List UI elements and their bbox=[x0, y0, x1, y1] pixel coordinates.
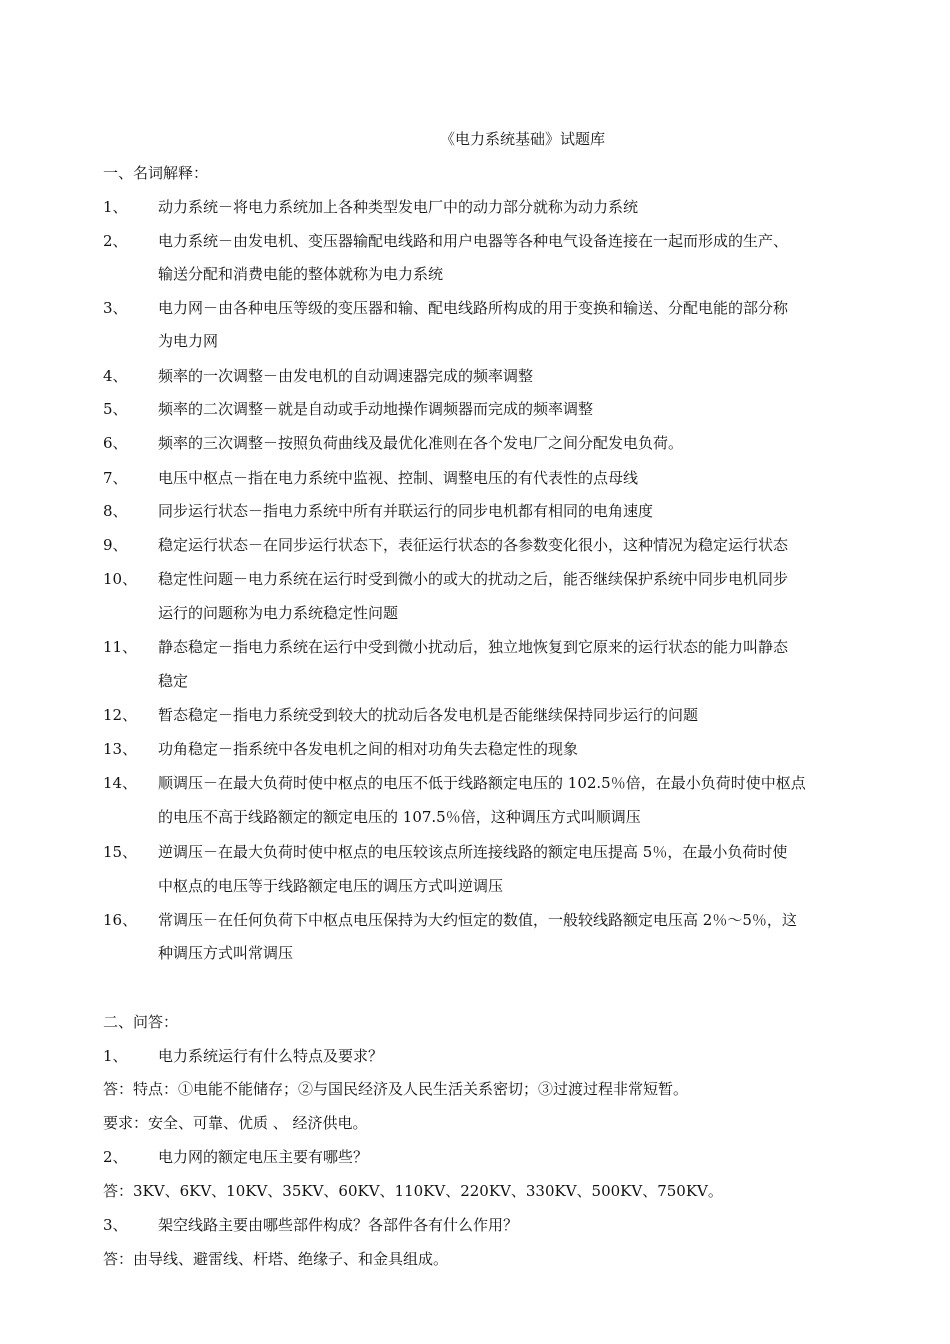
section1-heading: 一、名词解释： bbox=[103, 164, 209, 182]
question-3-text: 架空线路主要由哪些部件构成？各部件各有什么作用？ bbox=[158, 1216, 519, 1234]
answer-1-requirements: 要求：安全、可靠、优质 、 经济供电。 bbox=[103, 1114, 368, 1132]
item-text-continued: 为电力网 bbox=[158, 332, 219, 350]
item-number: 9、 bbox=[103, 536, 128, 554]
section2-heading: 二、问答： bbox=[103, 1013, 179, 1031]
item-text-continued: 运行的问题称为电力系统稳定性问题 bbox=[158, 604, 399, 622]
item-text-continued: 中枢点的电压等于线路额定电压的调压方式叫逆调压 bbox=[158, 877, 504, 895]
item-text-continued: 的电压不高于线路额定的额定电压的 107.5％倍，这种调压方式叫顺调压 bbox=[158, 808, 641, 826]
item-number: 5、 bbox=[103, 400, 128, 418]
item-text: 同步运行状态－指电力系统中所有并联运行的同步电机都有相同的电角速度 bbox=[158, 502, 654, 520]
item-number: 3、 bbox=[103, 299, 128, 317]
item-number: 4、 bbox=[103, 367, 128, 385]
item-text: 频率的一次调整－由发电机的自动调速器完成的频率调整 bbox=[158, 367, 534, 385]
question-number: 2、 bbox=[103, 1148, 128, 1166]
item-number: 10、 bbox=[103, 570, 138, 588]
item-text: 电力网－由各种电压等级的变压器和输、配电线路所构成的用于变换和输送、分配电能的部分称 bbox=[158, 299, 789, 317]
item-number: 2、 bbox=[103, 232, 128, 250]
item-text: 频率的二次调整－就是自动或手动地操作调频器而完成的频率调整 bbox=[158, 400, 594, 418]
item-number: 14、 bbox=[103, 774, 138, 792]
item-number: 15、 bbox=[103, 843, 138, 861]
item-text: 逆调压－在最大负荷时使中枢点的电压较该点所连接线路的额定电压提高 5％，在最小负荷时使 bbox=[158, 843, 788, 861]
question-1-text: 电力系统运行有什么特点及要求？ bbox=[158, 1047, 384, 1065]
item-number: 7、 bbox=[103, 469, 128, 487]
item-text-continued: 稳定 bbox=[158, 672, 189, 690]
item-text-continued: 输送分配和消费电能的整体就称为电力系统 bbox=[158, 265, 444, 283]
item-number: 8、 bbox=[103, 502, 128, 520]
answer-1-features: 答：特点：①电能不能储存；②与国民经济及人民生活关系密切；③过渡过程非常短暂。 bbox=[103, 1080, 689, 1098]
answer-2: 答：3KV、6KV、10KV、35KV、60KV、110KV、220KV、330KV、500KV、750KV。 bbox=[103, 1182, 723, 1200]
item-number: 11、 bbox=[103, 638, 138, 656]
item-number: 13、 bbox=[103, 740, 138, 758]
item-text: 动力系统－将电力系统加上各种类型发电厂中的动力部分就称为动力系统 bbox=[158, 198, 639, 216]
question-number: 1、 bbox=[103, 1047, 128, 1065]
item-number: 1、 bbox=[103, 198, 128, 216]
item-text: 电力系统－由发电机、变压器输配电线路和用户电器等各种电气设备连接在一起而形成的生产、 bbox=[158, 232, 789, 250]
item-text: 稳定运行状态－在同步运行状态下，表征运行状态的各参数变化很小，这种情况为稳定运行状态 bbox=[158, 536, 789, 554]
item-number: 16、 bbox=[103, 911, 138, 929]
item-text-continued: 种调压方式叫常调压 bbox=[158, 944, 294, 962]
item-text: 频率的三次调整－按照负荷曲线及最优化准则在各个发电厂之间分配发电负荷。 bbox=[158, 434, 684, 452]
item-text: 暂态稳定－指电力系统受到较大的扰动后各发电机是否能继续保持同步运行的问题 bbox=[158, 706, 699, 724]
item-number: 12、 bbox=[103, 706, 138, 724]
item-number: 6、 bbox=[103, 434, 128, 452]
item-text: 稳定性问题－电力系统在运行时受到微小的或大的扰动之后，能否继续保护系统中同步电机同步 bbox=[158, 570, 789, 588]
answer-3: 答：由导线、避雷线、杆塔、绝缘子、和金具组成。 bbox=[103, 1250, 449, 1268]
item-text: 静态稳定－指电力系统在运行中受到微小扰动后，独立地恢复到它原来的运行状态的能力叫静态 bbox=[158, 638, 789, 656]
item-text: 功角稳定－指系统中各发电机之间的相对功角失去稳定性的现象 bbox=[158, 740, 579, 758]
question-2-text: 电力网的额定电压主要有哪些？ bbox=[158, 1148, 369, 1166]
item-text: 常调压－在任何负荷下中枢点电压保持为大约恒定的数值，一般较线路额定电压高 2％～5％，这 bbox=[158, 911, 797, 929]
item-text: 电压中枢点－指在电力系统中监视、控制、调整电压的有代表性的点母线 bbox=[158, 469, 639, 487]
document-title: 《电力系统基础》试题库 bbox=[440, 130, 606, 148]
question-number: 3、 bbox=[103, 1216, 128, 1234]
item-text: 顺调压－在最大负荷时使中枢点的电压不低于线路额定电压的 102.5％倍，在最小负荷时使中枢点 bbox=[158, 774, 806, 792]
